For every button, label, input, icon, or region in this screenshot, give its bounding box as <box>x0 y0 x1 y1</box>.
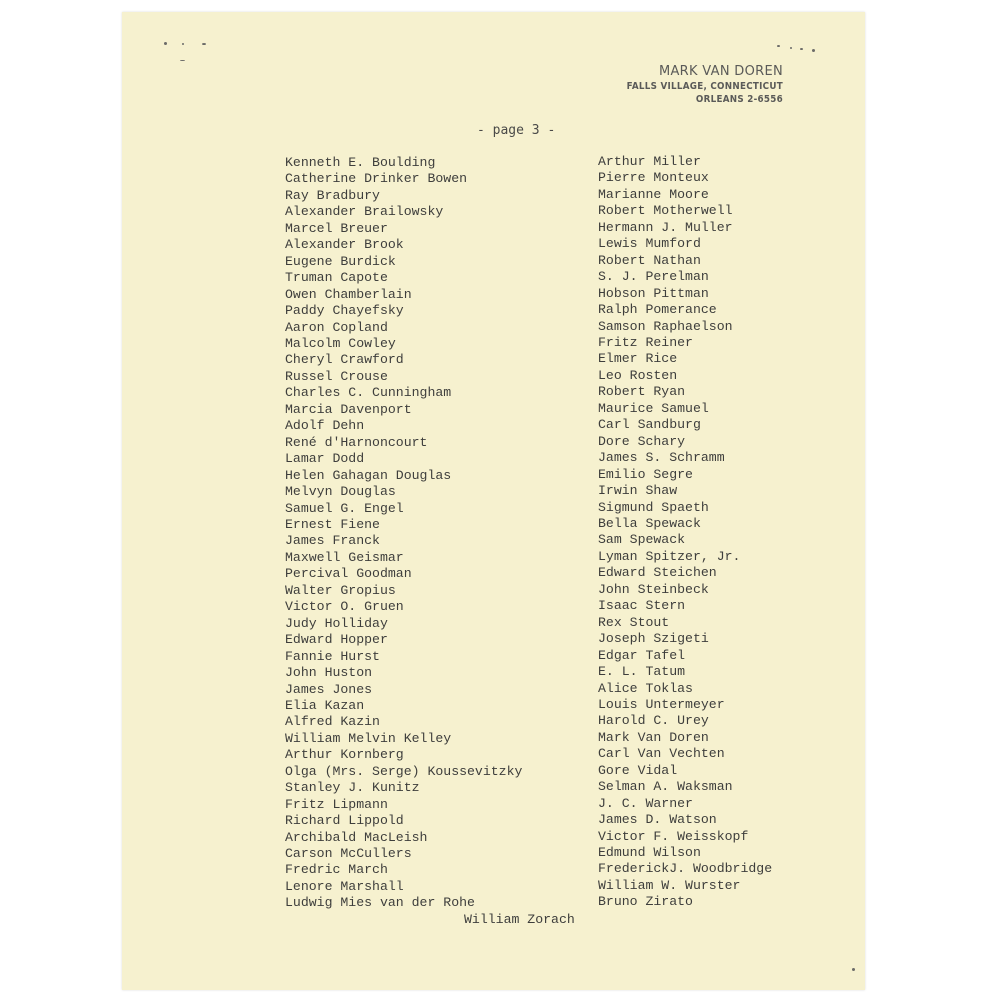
name-entry: Charles C. Cunningham <box>285 385 452 401</box>
name-entry: Hermann J. Muller <box>598 219 733 235</box>
trailing-name: William Zorach <box>464 912 575 927</box>
name-entry: Melvyn Douglas <box>285 484 396 500</box>
name-entry: Alice Toklas <box>598 680 693 696</box>
name-entry: Marianne Moore <box>598 186 709 202</box>
names-column-left <box>285 155 522 912</box>
name-entry: William W. Wurster <box>598 877 741 893</box>
name-entry: Robert Nathan <box>598 252 701 268</box>
name-entry: Harold C. Urey <box>598 713 709 729</box>
ink-speck <box>790 47 792 49</box>
name-entry: Victor F. Weisskopf <box>598 828 749 844</box>
ink-speck <box>202 43 206 45</box>
name-entry: Carl Sandburg <box>598 417 701 433</box>
name-entry: Emilio Segre <box>598 466 693 482</box>
name-entry: Alexander Brook <box>285 237 404 253</box>
name-entry: Irwin Shaw <box>598 483 678 499</box>
name-entry: Kenneth E. Boulding <box>285 155 436 170</box>
name-entry: Owen Chamberlain <box>285 286 412 302</box>
name-entry: Arthur Kornberg <box>285 747 404 763</box>
name-entry: Truman Capote <box>285 270 388 286</box>
name-entry: Fannie Hurst <box>285 648 380 664</box>
name-entry: Maurice Samuel <box>598 400 709 416</box>
name-entry: Marcia Davenport <box>285 401 412 417</box>
document-page <box>122 12 865 990</box>
name-entry: Ralph Pomerance <box>598 302 717 318</box>
name-entry: Richard Lippold <box>285 813 404 829</box>
name-entry: Walter Gropius <box>285 582 396 598</box>
name-entry: Ray Bradbury <box>285 187 380 203</box>
name-entry: Catherine Drinker Bowen <box>285 171 468 187</box>
name-entry: William Melvin Kelley <box>285 730 452 746</box>
name-entry: Ernest Fiene <box>285 516 380 532</box>
name-entry: Victor O. Gruen <box>285 599 404 615</box>
name-entry: Maxwell Geismar <box>285 549 404 565</box>
ink-speck <box>180 60 185 61</box>
letterhead <box>613 64 783 106</box>
name-entry: Hobson Pittman <box>598 285 709 301</box>
name-entry: Elmer Rice <box>598 351 678 367</box>
name-entry: S. J. Perelman <box>598 269 709 285</box>
ink-speck <box>182 43 184 45</box>
name-entry: Joseph Szigeti <box>598 631 709 647</box>
name-entry: Paddy Chayefsky <box>285 303 404 319</box>
name-entry: Dore Schary <box>598 433 686 449</box>
name-entry: James Franck <box>285 533 380 549</box>
name-entry: Sam Spewack <box>598 532 686 548</box>
name-entry: Gore Vidal <box>598 762 678 778</box>
ink-speck <box>812 49 815 52</box>
name-entry: Carl Van Vechten <box>598 746 725 762</box>
name-entry: Louis Untermeyer <box>598 696 725 712</box>
name-entry: Samson Raphaelson <box>598 318 733 334</box>
ink-speck <box>852 968 855 971</box>
name-entry: J. C. Warner <box>598 795 693 811</box>
name-entry: Arthur Miller <box>598 154 701 169</box>
name-entry: Cheryl Crawford <box>285 352 404 368</box>
name-entry: Elia Kazan <box>285 697 365 713</box>
name-entry: Alfred Kazin <box>285 714 380 730</box>
name-entry: Leo Rosten <box>598 367 678 383</box>
name-entry: John Steinbeck <box>598 581 709 597</box>
name-entry: Judy Holliday <box>285 615 388 631</box>
name-entry: Malcolm Cowley <box>285 335 396 351</box>
ink-speck <box>800 48 803 50</box>
name-entry: Stanley J. Kunitz <box>285 780 420 796</box>
ink-speck <box>164 42 167 45</box>
name-entry: Bruno Zirato <box>598 894 693 910</box>
name-entry: Marcel Breuer <box>285 220 388 236</box>
name-entry: Adolf Dehn <box>285 418 365 434</box>
name-entry: James Jones <box>285 681 373 697</box>
name-entry: Mark Van Doren <box>598 729 709 745</box>
name-entry: Fredric March <box>285 862 388 878</box>
name-entry: Edward Steichen <box>598 565 717 581</box>
name-entry: Percival Goodman <box>285 566 412 582</box>
name-entry: Robert Motherwell <box>598 203 733 219</box>
name-entry: Edgar Tafel <box>598 647 686 663</box>
name-entry: Samuel G. Engel <box>285 500 404 516</box>
name-entry: James S. Schramm <box>598 450 725 466</box>
name-entry: Aaron Copland <box>285 319 388 335</box>
name-entry: Selman A. Waksman <box>598 779 733 795</box>
name-entry: Alexander Brailowsky <box>285 204 444 220</box>
name-entry: James D. Watson <box>598 812 717 828</box>
name-entry: René d'Harnoncourt <box>285 434 428 450</box>
name-entry: Isaac Stern <box>598 598 686 614</box>
name-entry: Carson McCullers <box>285 846 412 862</box>
name-entry: Rex Stout <box>598 614 670 630</box>
letterhead-address: FALLS VILLAGE, CONNECTICUT <box>626 81 783 92</box>
name-entry: Ludwig Mies van der Rohe <box>285 895 475 911</box>
name-entry: Robert Ryan <box>598 384 686 400</box>
letterhead-phone: ORLEANS 2-6556 <box>695 94 783 105</box>
name-entry: Olga (Mrs. Serge) Koussevitzky <box>285 763 523 779</box>
name-entry: Pierre Monteux <box>598 170 709 186</box>
name-entry: Edward Hopper <box>285 632 388 648</box>
names-column-right <box>598 154 772 911</box>
name-entry: Bella Spewack <box>598 515 701 531</box>
name-entry: Lyman Spitzer, Jr. <box>598 548 741 564</box>
name-entry: Russel Crouse <box>285 368 388 384</box>
name-entry: John Huston <box>285 665 373 681</box>
page-number: - page 3 - <box>477 123 556 138</box>
name-entry: Edmund Wilson <box>598 845 701 861</box>
name-entry: Fritz Reiner <box>598 334 693 350</box>
name-entry: E. L. Tatum <box>598 664 686 680</box>
name-entry: Fritz Lipmann <box>285 796 388 812</box>
name-entry: Sigmund Spaeth <box>598 499 709 515</box>
letterhead-name: MARK VAN DOREN <box>658 64 783 79</box>
name-entry: Archibald MacLeish <box>285 829 428 845</box>
name-entry: Eugene Burdick <box>285 253 396 269</box>
name-entry: Helen Gahagan Douglas <box>285 467 452 483</box>
name-entry: Lenore Marshall <box>285 878 404 894</box>
name-entry: FrederickJ. Woodbridge <box>598 861 773 877</box>
name-entry: Lamar Dodd <box>285 451 365 467</box>
name-entry: Lewis Mumford <box>598 236 701 252</box>
ink-speck <box>777 45 780 47</box>
